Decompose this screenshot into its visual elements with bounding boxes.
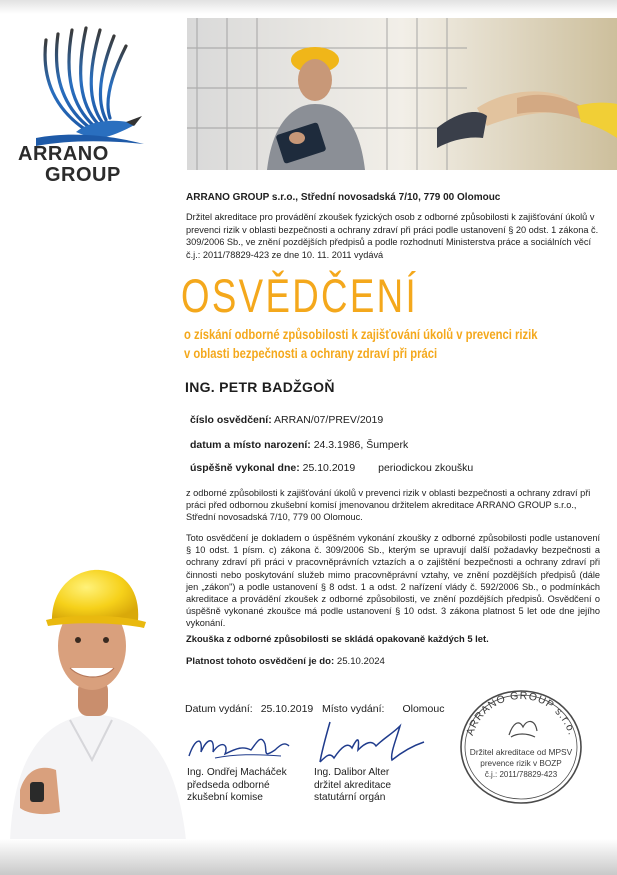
header-photo bbox=[187, 18, 617, 170]
cert-number-label: číslo osvědčení: bbox=[190, 414, 272, 426]
passed-field bbox=[190, 462, 473, 474]
birth-field bbox=[190, 439, 408, 451]
holder-name: ING. PETR BADŽGOŇ bbox=[185, 379, 335, 395]
signer-1-name: Ing. Ondřej Macháček bbox=[187, 767, 287, 778]
signer-2-role-line-1: držitel akreditace bbox=[314, 779, 392, 791]
subtitle-line-1: o získání odborné způsobilosti k zajišťování úkolů v prevenci rizik bbox=[184, 327, 538, 342]
subtitle-line-2: v oblasti bezpečnosti a ochrany zdraví při práci bbox=[184, 346, 438, 361]
worker-photo bbox=[0, 560, 190, 840]
birth-value: 24.3.1986, Šumperk bbox=[313, 439, 409, 451]
stamp-ring-text: ARRANO GROUP s.r.o. bbox=[464, 689, 578, 738]
signer-1 bbox=[187, 767, 287, 805]
birth-label: datum a místo narození: bbox=[190, 439, 311, 451]
cert-number-value: ARRAN/07/PREV/2019 bbox=[274, 414, 384, 426]
passed-value: 25.10.2019 bbox=[302, 462, 356, 474]
signer-1-role-line-2: zkušební komise bbox=[187, 792, 263, 803]
issue-date bbox=[185, 703, 313, 715]
signature-2 bbox=[312, 716, 442, 766]
signature-1 bbox=[185, 722, 295, 764]
issue-place-label: Místo vydání: bbox=[322, 703, 385, 715]
issue-place bbox=[322, 703, 444, 715]
certificate-title: OSVĚDČENÍ bbox=[181, 269, 418, 322]
signer-2-role-line-2: statutární orgán bbox=[314, 792, 386, 803]
signer-2-name: Ing. Dalibor Alter bbox=[314, 767, 390, 778]
cert-number-field bbox=[190, 414, 383, 426]
validity-value: 25.10.2024 bbox=[336, 656, 385, 667]
svg-text:ARRANO GROUP s.r.o. bbox=[464, 690, 578, 737]
stamp-line-3: č.j.: 2011/78829-423 bbox=[484, 770, 558, 779]
accreditation-intro: Držitel akreditace pro provádění zkoušek fyzických osob z odborné způsobilosti k zajišťování úkolů v prevenci rizik v oblasti bezpečnosti a ochrany zdraví při práci podle ustanovení § 20 odst. 1 zákona č. 309/2006 Sb., ve znění pozdějších předpisů a podle rozhodnutí Ministerstva práce a sociálních věcí č.j.: 2011/78829-423 ze dne 10. 11. 2011 vydává bbox=[186, 212, 599, 260]
top-gradient-bar bbox=[0, 0, 617, 14]
exam-paragraph: z odborné způsobilosti k zajišťování úkolů v prevenci rizik v oblasti bezpečnosti a ochrany zdraví při práci před odbornou zkušební komisí jmenovanou držitelem akreditace ARRANO GROUP s.r.o., Střední novosadská 7/10, 779 00 Olomouc. bbox=[186, 488, 591, 523]
validity-line bbox=[186, 656, 385, 667]
signer-1-role-line-1: předseda odborné bbox=[187, 779, 270, 791]
passed-extra: periodickou zkoušku bbox=[378, 462, 474, 474]
logo-line-1: ARRANO bbox=[18, 143, 109, 165]
issue-date-label: Datum vydání: bbox=[185, 703, 253, 715]
passed-label: úspěšně vykonal dne: bbox=[190, 462, 300, 474]
issue-date-value: 25.10.2019 bbox=[260, 703, 314, 715]
legal-paragraph: Toto osvědčení je dokladem o úspěšném vykonání zkoušky z odborné způsobilosti podle ustanovení § 10 odst. 1 písm. c) zákona č. 309/2006 Sb., kterým se upravují další požadavky bezpečnosti a ochrany zdraví při práci v pracovněprávních vztazích a o zajištění bezpečnosti a ochrany zdraví při činnosti nebo poskytování služeb mimo pracovněprávní vztahy, ve znění pozdějších předpisů (dále jen „zákon") a podle ustanovení § 8 odst. 1 a odst. 2 nařízení vlády č. 592/2006 Sb., o podmínkách akreditace a provádění zkoušek z odborné způsobilosti, ve znění pozdějších předpisů. Osvědčení o úspěšně vykonané zkoušce má podle ustanovení § 10 odst. 3 zákona platnost 5 let ode dne jejího vykonání. bbox=[186, 533, 600, 629]
signer-2 bbox=[314, 767, 391, 805]
certificate-subtitle bbox=[184, 325, 537, 363]
company-logo-text bbox=[18, 144, 121, 186]
logo-line-2: GROUP bbox=[45, 164, 121, 186]
stamp-line-2: prevence rizik v BOZP bbox=[480, 759, 562, 768]
official-stamp bbox=[455, 683, 587, 805]
company-address-line: ARRANO GROUP s.r.o., Střední novosadská 7/10, 779 00 Olomouc bbox=[186, 192, 501, 203]
repeat-note: Zkouška z odborné způsobilosti se skládá opakovaně každých 5 let. bbox=[186, 633, 489, 644]
issue-place-value: Olomouc bbox=[402, 703, 445, 715]
validity-label: Platnost tohoto osvědčení je do: bbox=[186, 656, 335, 667]
stamp-line-1: Držitel akreditace od MPSV bbox=[469, 747, 573, 757]
bottom-gradient-bar bbox=[0, 839, 617, 875]
